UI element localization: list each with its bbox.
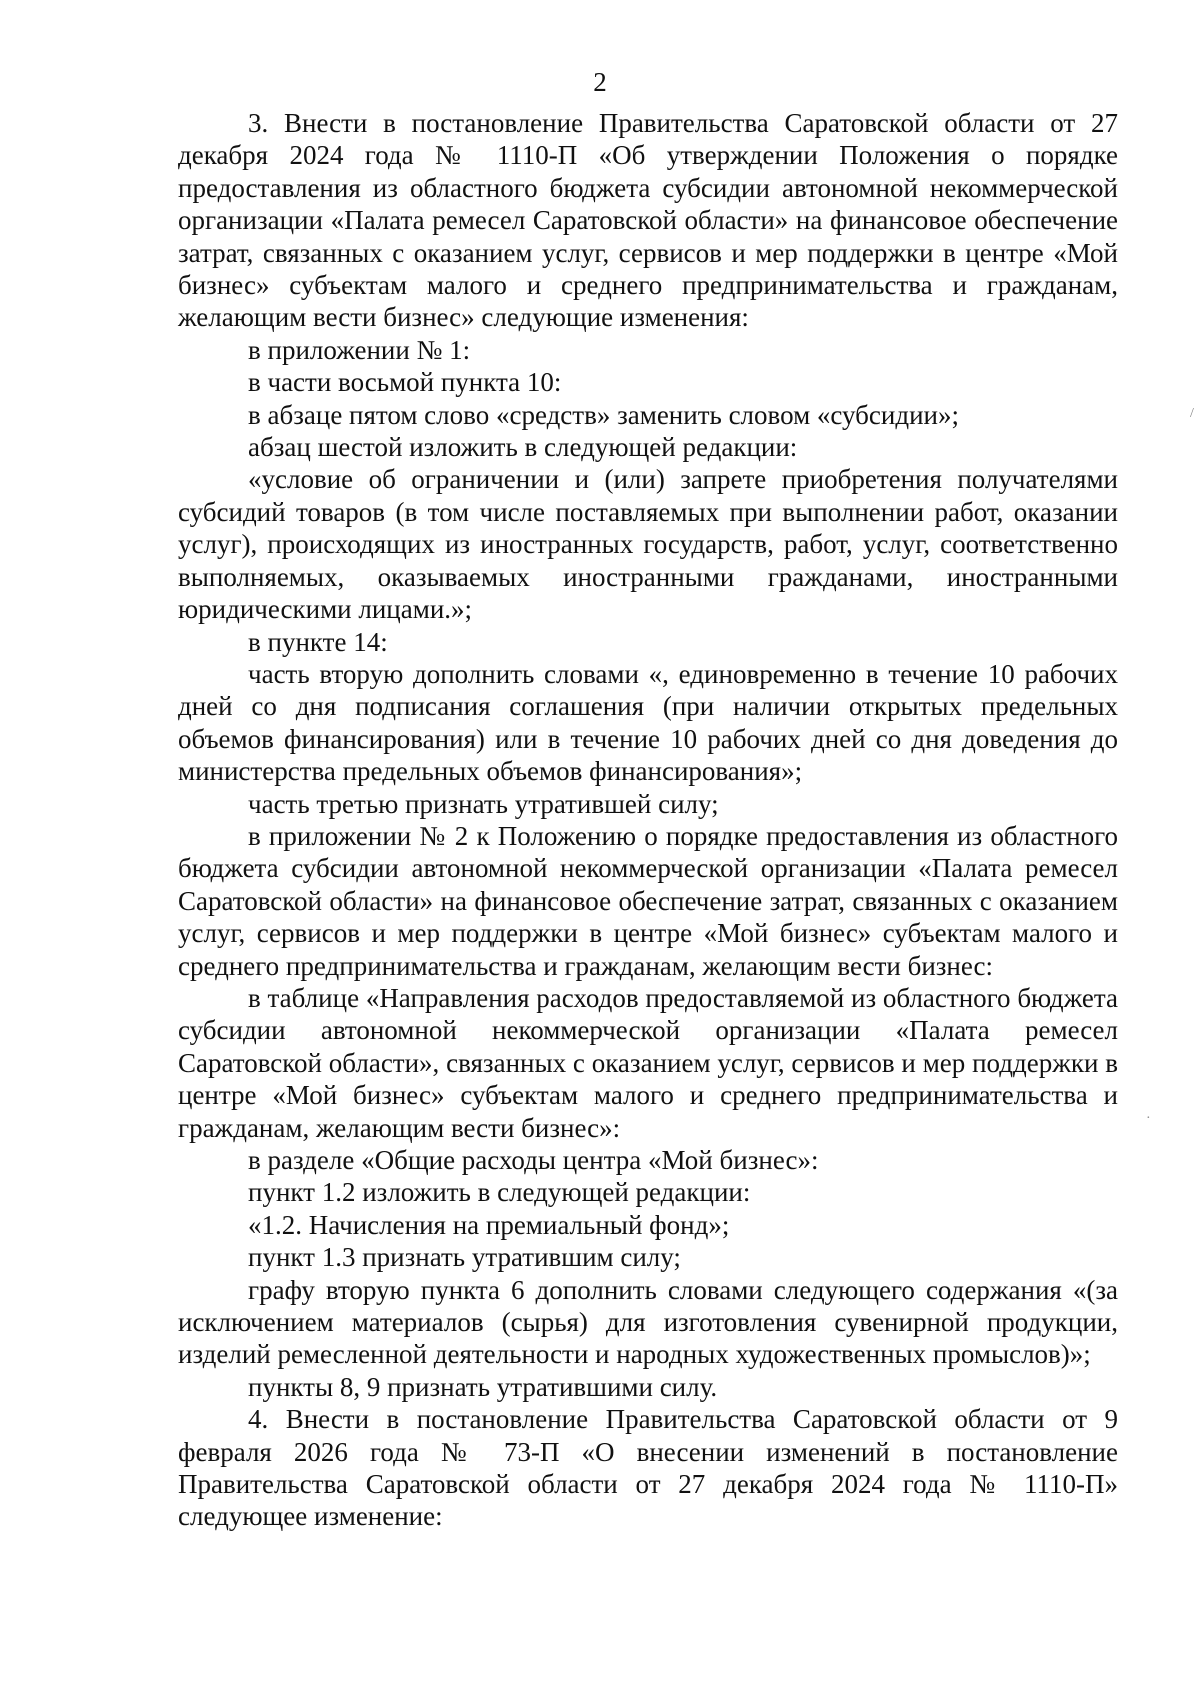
- paragraph: в части восьмой пункта 10:: [248, 367, 562, 398]
- paragraph: часть вторую дополнить словами «, единовременно в течение 10 рабочих дней со дня подписания соглашения (при наличии открытых предельных объемов финансирования) или в течение 10 рабочих дней со дня доведения до министерства предельных объемов финансирования»;: [178, 658, 1118, 787]
- scan-speck: /: [1190, 406, 1194, 421]
- paragraph: в пункте 14:: [248, 626, 388, 657]
- scan-speck: ·: [1146, 1111, 1151, 1126]
- paragraph: абзац шестой изложить в следующей редакции:: [248, 432, 798, 463]
- paragraph: пункты 8, 9 признать утратившими силу.: [248, 1371, 718, 1402]
- paragraph: пункт 1.2 изложить в следующей редакции:: [248, 1177, 751, 1208]
- paragraph-item-4: 4. Внести в постановление Правительства Саратовской области от 9 февраля 2026 года № 73-П «О внесении изменений в постановление Правительства Саратовской области от 27 декабря 2024 года № 1110-П» следующее изменение:: [178, 1404, 1118, 1532]
- paragraph-quote: «условие об ограничении и (или) запрете приобретения получателями субсидий товаров (в том числе поставляемых при выполнении работ, оказании услуг), происходящих из иностранных государств, работ, услуг, соответственно выполняемых, оказываемых иностранными гражданами, иностранными юридическими лицами.»;: [178, 464, 1118, 625]
- paragraph: пункт 1.3 признать утратившим силу;: [248, 1242, 681, 1273]
- document-body: [178, 107, 1118, 1533]
- paragraph: «1.2. Начисления на премиальный фонд»;: [248, 1209, 730, 1240]
- paragraph: в таблице «Направления расходов предоставляемой из областного бюджета субсидии автономной некоммерческой организации «Палата ремесел Саратовской области», связанных с оказанием услуг, сервисов и мер поддержки в центре «Мой бизнес» субъектам малого и среднего предпринимательства и гражданам, желающим вести бизнес»:: [178, 982, 1118, 1143]
- paragraph: часть третью признать утратившей силу;: [248, 788, 719, 819]
- page-number: 2: [593, 67, 607, 97]
- paragraph: графу вторую пункта 6 дополнить словами следующего содержания «(за исключением материалов (сырья) для изготовления сувенирной продукции, изделий ремесленной деятельности и народных художественных промыслов)»;: [178, 1274, 1118, 1370]
- paragraph: в разделе «Общие расходы центра «Мой бизнес»:: [248, 1145, 819, 1175]
- paragraph: в абзаце пятом слово «средств» заменить словом «субсидии»;: [248, 399, 959, 430]
- paragraph: в приложении № 2 к Положению о порядке предоставления из областного бюджета субсидии автономной некоммерческой организации «Палата ремесел Саратовской области» на финансовое обеспечение затрат, связанных с оказанием услуг, сервисов и мер поддержки в центре «Мой бизнес» субъектам малого и среднего предпринимательства и гражданам, желающим вести бизнес:: [178, 820, 1118, 981]
- paragraph: в приложении № 1:: [248, 334, 471, 365]
- paragraph-item-3: 3. Внести в постановление Правительства Саратовской области от 27 декабря 2024 года № 1110-П «Об утверждении Положения о порядке предоставления из областного бюджета субсидии автономной некоммерческой организации «Палата ремесел Саратовской области» на финансовое обеспечение затрат, связанных с оказанием услуг, сервисов и мер поддержки в центре «Мой бизнес» субъектам малого и среднего предпринимательства и гражданам, желающим вести бизнес» следующие изменения:: [178, 108, 1118, 333]
